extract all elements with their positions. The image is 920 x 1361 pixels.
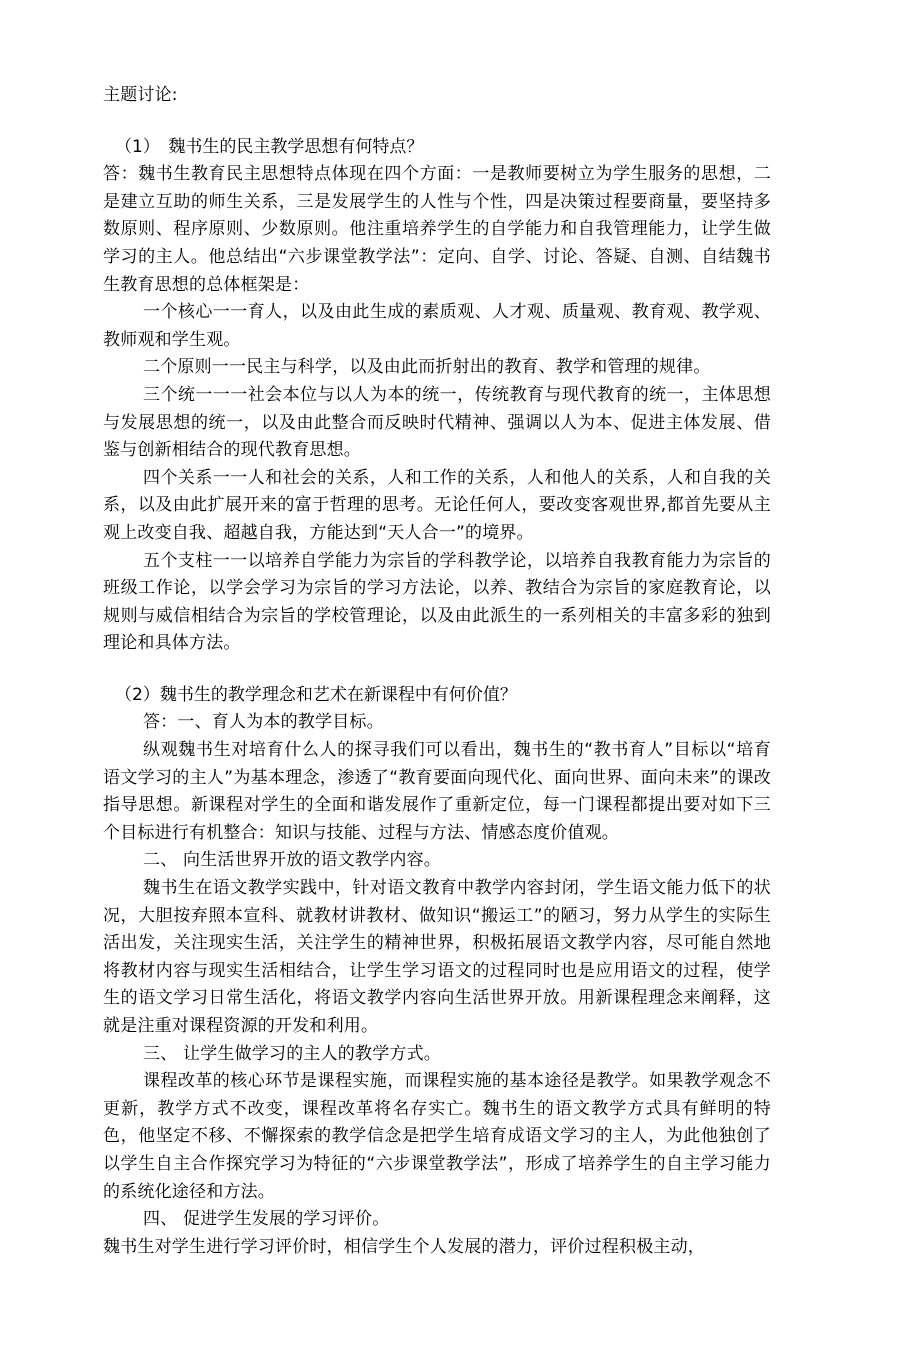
- question-2: （2）魏书生的教学理念和艺术在新课程中有何价值？: [115, 684, 517, 705]
- answer-2-heading-3: 三、 让学生做学习的主人的教学方式。: [143, 1043, 442, 1064]
- answer-1-intro: 答：魏书生教育民主思想特点体现在四个方面：一是教师要树立为学生服务的思想，二是建立互助的师生关系，三是发展学生的人性与个性，四是决策过程要商量，要坚持多数原则、程序原则、少数原则。他注重培养学生的自学能力和自我管理能力，让学生做学习的主人。他总结出“六步课堂教学法”：定向、自学、讨论、答疑、自测、自结魏书生教育思想的总体框架是：: [103, 164, 771, 295]
- framework-point-1: 一个核心一一育人，以及由此生成的素质观、人才观、质量观、教育观、教学观、教师观和学生观。: [103, 302, 771, 350]
- answer-2-body-3: 课程改革的核心环节是课程实施，而课程实施的基本途径是教学。如果教学观念不更新，教学方式不改变，课程改革将名存实亡。魏书生的语文教学方式具有鲜明的特色，他坚定不移、不懈探索的教学信念是把学生培育成语文学习的主人，为此他独创了以学生自主合作探究学习为特征的“六步课堂教学法”，形成了培养学生的自主学习能力的系统化途径和方法。: [103, 1071, 771, 1202]
- framework-point-2: 二个原则一一民主与科学，以及由此而折射出的教育、教学和管理的规律。: [143, 357, 711, 378]
- framework-point-4: 四个关系一一人和社会的关系，人和工作的关系，人和他人的关系，人和自我的关系，以及由此扩展开来的富于哲理的思考。无论任何人，要改变客观世界,都首先要从主观上改变自我、超越自我，方能达到“天人合一”的境界。: [103, 467, 771, 543]
- answer-2-heading-1: 答：一、育人为本的教学目标。: [143, 712, 384, 733]
- answer-2-body-4: 魏书生对学生进行学习评价时，相信学生个人发展的潜力，评价过程积极主动，: [103, 1236, 705, 1257]
- answer-2-body-1: 纵观魏书生对培育什么人的探寻我们可以看出，魏书生的“教书育人”目标以“培育语文学习的主人”为基本理念，渗透了“教育要面向现代化、面向世界、面向未来”的课改指导思想。新课程对学生的全面和谐发展作了重新定位，每一门课程都提出要对如下三个目标进行有机整合：知识与技能、过程与方法、情感态度价值观。: [103, 740, 771, 843]
- question-1: （1） 魏书生的民主教学思想有何特点？: [115, 136, 424, 157]
- document-page: [103, 82, 771, 1261]
- answer-2-heading-4: 四、 促进学生发展的学习评价。: [143, 1209, 390, 1230]
- framework-point-5: 五个支柱一一以培养自学能力为宗旨的学科教学论，以培养自我教育能力为宗旨的班级工作论，以学会学习为宗旨的学习方法论，以养、教结合为宗旨的家庭教育论，以规则与威信相结合为宗旨的学校管理论，以及由此派生的一系列相关的丰富多彩的独到理论和具体方法。: [103, 550, 771, 654]
- framework-point-3: 三个统一一一社会本位与以人为本的统一，传统教育与现代教育的统一，主体思想与发展思想的统一，以及由此整合而反映时代精神、强调以人为本、促进主体发展、借鉴与创新相结合的现代教育思想。: [103, 384, 771, 461]
- heading: 主题讨论:: [103, 85, 178, 105]
- answer-2-body-2: 魏书生在语文教学实践中，针对语文教育中教学内容封闭，学生语文能力低下的状况，大胆按弃照本宣科、就教材讲教材、做知识“搬运工”的陋习，努力从学生的实际生活出发，关注现实生活，关注学生的精神世界，积极拓展语文教学内容，尽可能自然地将教材内容与现实生活相结合，让学生学习语文的过程同时也是应用语文的过程，使学生的语文学习日常生活化，将语文教学内容向生活世界开放。用新课程理念来阐释，这就是注重对课程资源的开发和利用。: [103, 878, 771, 1036]
- answer-2-heading-2: 二、 向生活世界开放的语文教学内容。: [143, 850, 442, 871]
